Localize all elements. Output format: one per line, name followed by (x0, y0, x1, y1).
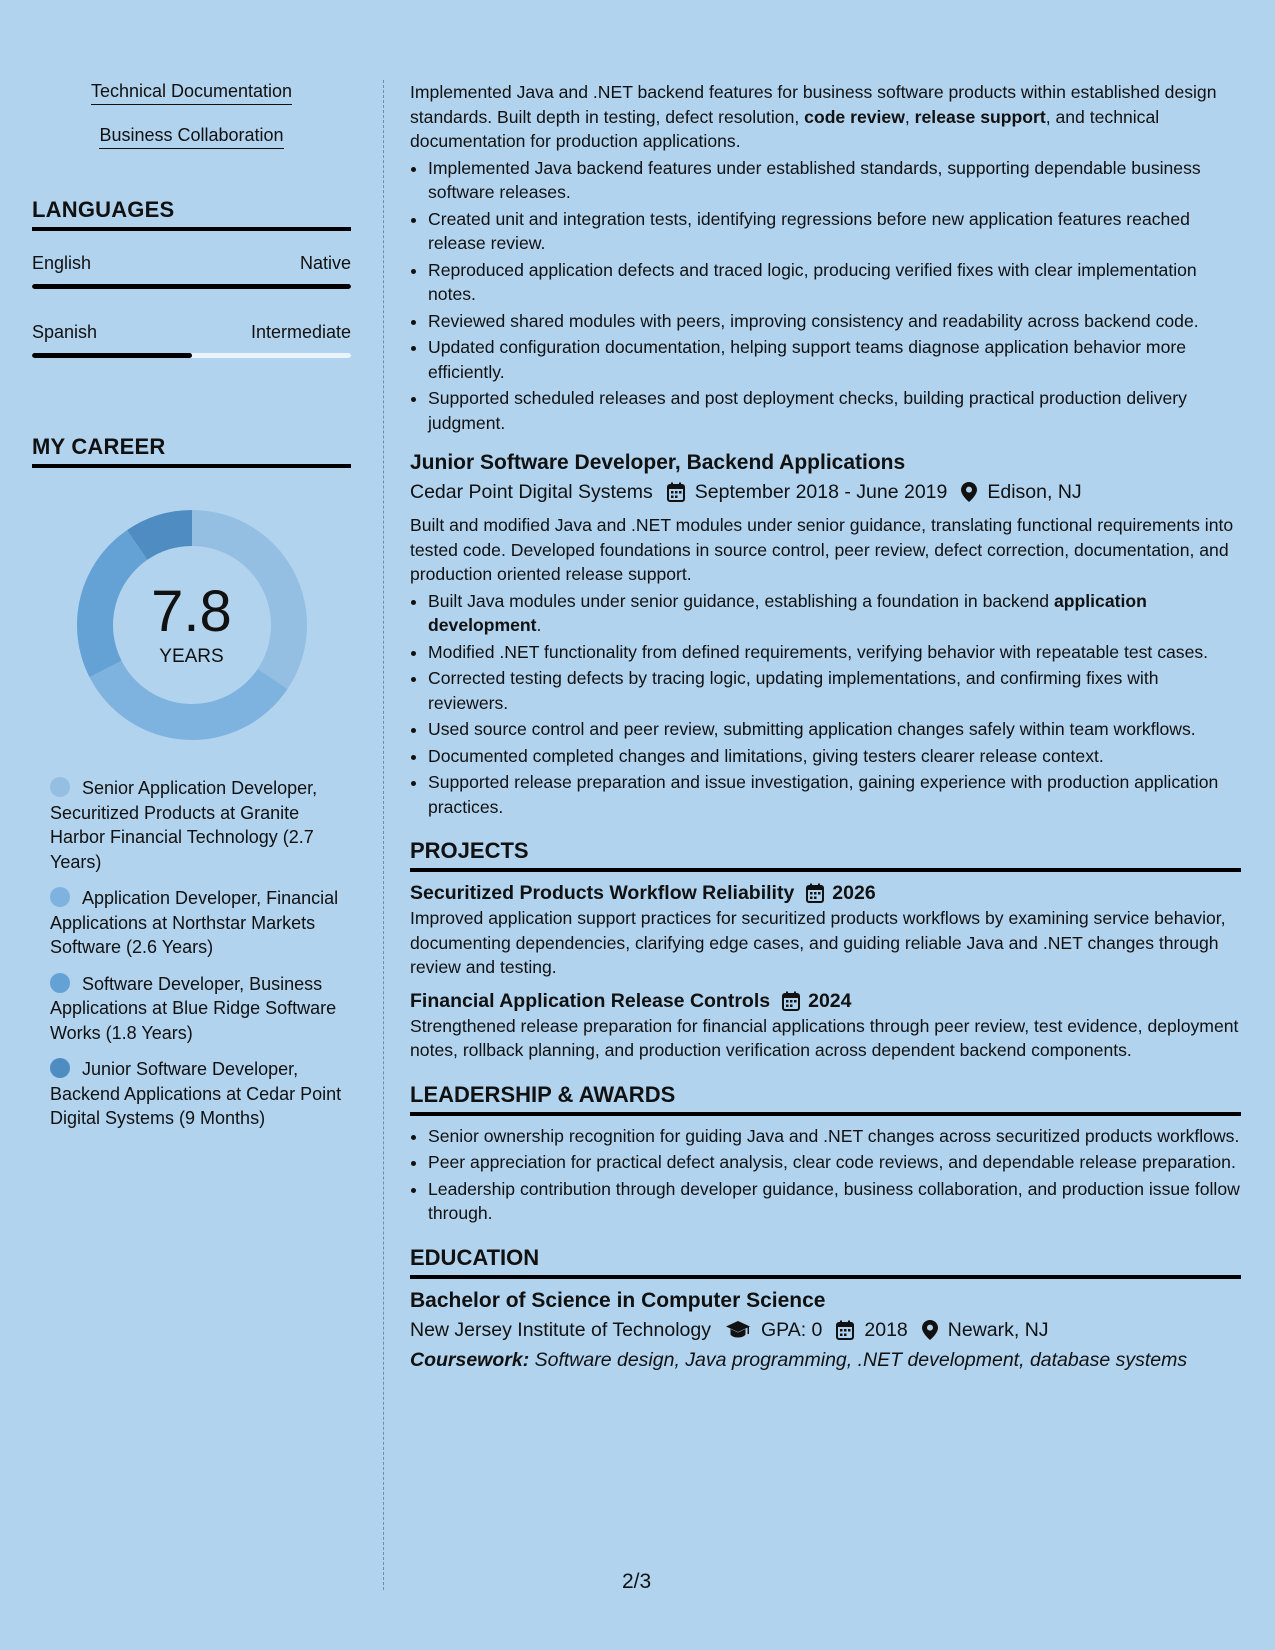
calendar-icon (782, 991, 800, 1011)
leadership-bullet: • Leadership contribution through developer guidance, business collaboration, and production issue follow through. (428, 1177, 1241, 1226)
language-level: Intermediate (250, 322, 351, 342)
job-bullet: • Supported release preparation and issue investigation, gaining experience with production application practices. (428, 770, 1241, 819)
location-pin-icon (922, 1320, 938, 1340)
right-column (410, 80, 1241, 1375)
coursework-text: Software design, Java programming, .NET development, database systems (529, 1348, 1188, 1371)
language-item (32, 321, 351, 358)
project-year: 2024 (808, 989, 852, 1012)
career-donut-chart (77, 510, 307, 740)
language-proficiency-bar (32, 284, 351, 289)
leadership-bullet: • Peer appreciation for practical defect analysis, clear code reviews, and dependable release preparation. (428, 1150, 1241, 1175)
career-legend-item (50, 776, 351, 874)
job-bullet: • Corrected testing defects by tracing logic, updating implementations, and confirming fixes with reviewers. (428, 666, 1241, 715)
job-bullet: • Used source control and peer review, submitting application changes safely within team workflows. (428, 717, 1241, 742)
leadership-heading: LEADERSHIP & AWARDS (410, 1081, 1241, 1116)
career-legend-text: Senior Application Developer, Securitized Products at Granite Harbor Financial Technology (2.7 Years) (50, 778, 318, 872)
graduation-cap-icon (725, 1320, 751, 1340)
project-description: Strengthened release preparation for financial applications through peer review, test evidence, deployment notes, rollback planning, and production verification across dependent backend components. (410, 1015, 1239, 1060)
leadership-bullet: • Senior ownership recognition for guiding Java and .NET changes across securitized products workflows. (428, 1124, 1241, 1149)
legend-dot (50, 777, 70, 797)
career-total-years: 7.8 (151, 579, 232, 644)
page-number: 2/3 (622, 1570, 652, 1593)
location-pin-icon (961, 482, 977, 502)
project-item (410, 880, 1241, 980)
project-title: Financial Application Release Controls (410, 989, 771, 1012)
project-year: 2026 (832, 882, 876, 904)
experience-bullet: • Created unit and integration tests, identifying regressions before new application features reached release review. (428, 207, 1241, 256)
job-location: Edison, NJ (987, 481, 1082, 503)
job-meta (410, 477, 1241, 507)
legend-dot (50, 973, 70, 993)
career-legend-text: Junior Software Developer, Backend Applications at Cedar Point Digital Systems (9 Months) (50, 1059, 342, 1128)
column-divider (383, 80, 384, 1590)
career-heading: MY CAREER (32, 434, 351, 468)
calendar-icon (667, 482, 685, 502)
leadership-bullets (410, 1124, 1241, 1226)
job-title: Junior Software Developer, Backend Applications (410, 451, 906, 474)
left-column (32, 80, 351, 1143)
education-heading: EDUCATION (410, 1244, 1241, 1279)
education-location: Newark, NJ (947, 1318, 1049, 1341)
education-year: 2018 (864, 1318, 908, 1341)
coursework (410, 1345, 1241, 1375)
coursework-label: Coursework: (410, 1348, 530, 1371)
job-bullet: • Modified .NET functionality from defined requirements, verifying behavior with repeatable test cases. (428, 640, 1241, 665)
experience-bullet: • Reproduced application defects and traced logic, producing verified fixes with clear implementation notes. (428, 258, 1241, 307)
job-bullet: • Built Java modules under senior guidance, establishing a foundation in backend application development. (428, 589, 1241, 638)
legend-dot (50, 887, 70, 907)
experience-summary: Implemented Java and .NET backend features for business software products within established design standards. Built depth in testing, defect resolution, code review, release support, and technical documentation for production applications. (410, 82, 1217, 151)
experience-bullet: • Supported scheduled releases and post deployment checks, building practical production delivery judgment. (428, 386, 1241, 435)
project-description: Improved application support practices for securitized products workflows by examining service behavior, documenting dependencies, clarifying edge cases, and guiding reliable Java and .NET changes through review and testing. (410, 908, 1226, 977)
career-years-unit: YEARS (159, 646, 224, 667)
language-item (32, 252, 351, 289)
language-proficiency-fill (32, 284, 351, 289)
career-legend-text: Application Developer, Financial Applications at Northstar Markets Software (2.6 Years) (50, 888, 339, 957)
career-legend-text: Software Developer, Business Applications at Blue Ridge Software Works (1.8 Years) (50, 973, 337, 1043)
skill-tag: Technical Documentation (91, 80, 292, 105)
language-proficiency-bar (32, 353, 351, 358)
languages-heading: LANGUAGES (32, 197, 351, 231)
project-title: Securitized Products Workflow Reliability (410, 882, 795, 904)
projects-heading: PROJECTS (410, 837, 1241, 872)
job-company: Cedar Point Digital Systems (410, 481, 653, 503)
experience-bullet: • Implemented Java backend features under established standards, supporting dependable business software releases. (428, 156, 1241, 205)
career-legend-item (50, 886, 351, 960)
education-gpa: GPA: 0 (760, 1318, 823, 1341)
degree-title: Bachelor of Science in Computer Science (410, 1288, 826, 1312)
language-proficiency-fill (32, 353, 192, 358)
job-bullet: • Documented completed changes and limitations, giving testers clearer release context. (428, 744, 1241, 769)
job-bullets (410, 589, 1241, 820)
career-legend-item (50, 972, 351, 1046)
skills-list (32, 80, 351, 149)
career-legend-item (50, 1057, 351, 1131)
school-name: New Jersey Institute of Technology (410, 1318, 711, 1341)
experience-bullet: • Updated configuration documentation, helping support teams diagnose application behavior more efficiently. (428, 335, 1241, 384)
career-legend (32, 776, 351, 1131)
legend-dot (50, 1058, 70, 1078)
languages-section (32, 197, 351, 358)
experience-bullets (410, 156, 1241, 436)
job-dates: September 2018 - June 2019 (694, 481, 948, 503)
calendar-icon (836, 1320, 854, 1340)
language-level: Native (299, 253, 351, 273)
language-name: English (32, 253, 92, 273)
project-item (410, 988, 1241, 1063)
calendar-icon (806, 883, 824, 903)
skill-tag: Business Collaboration (99, 124, 283, 149)
education-meta (410, 1315, 1241, 1345)
experience-bullet: • Reviewed shared modules with peers, improving consistency and readability across backend code. (428, 309, 1241, 334)
job-summary: Built and modified Java and .NET modules under senior guidance, translating functional requirements into tested code. Developed foundations in source control, peer review, defect correction, documentation, and production oriented release support. (410, 515, 1234, 584)
language-name: Spanish (32, 322, 98, 342)
career-section (32, 434, 351, 1131)
